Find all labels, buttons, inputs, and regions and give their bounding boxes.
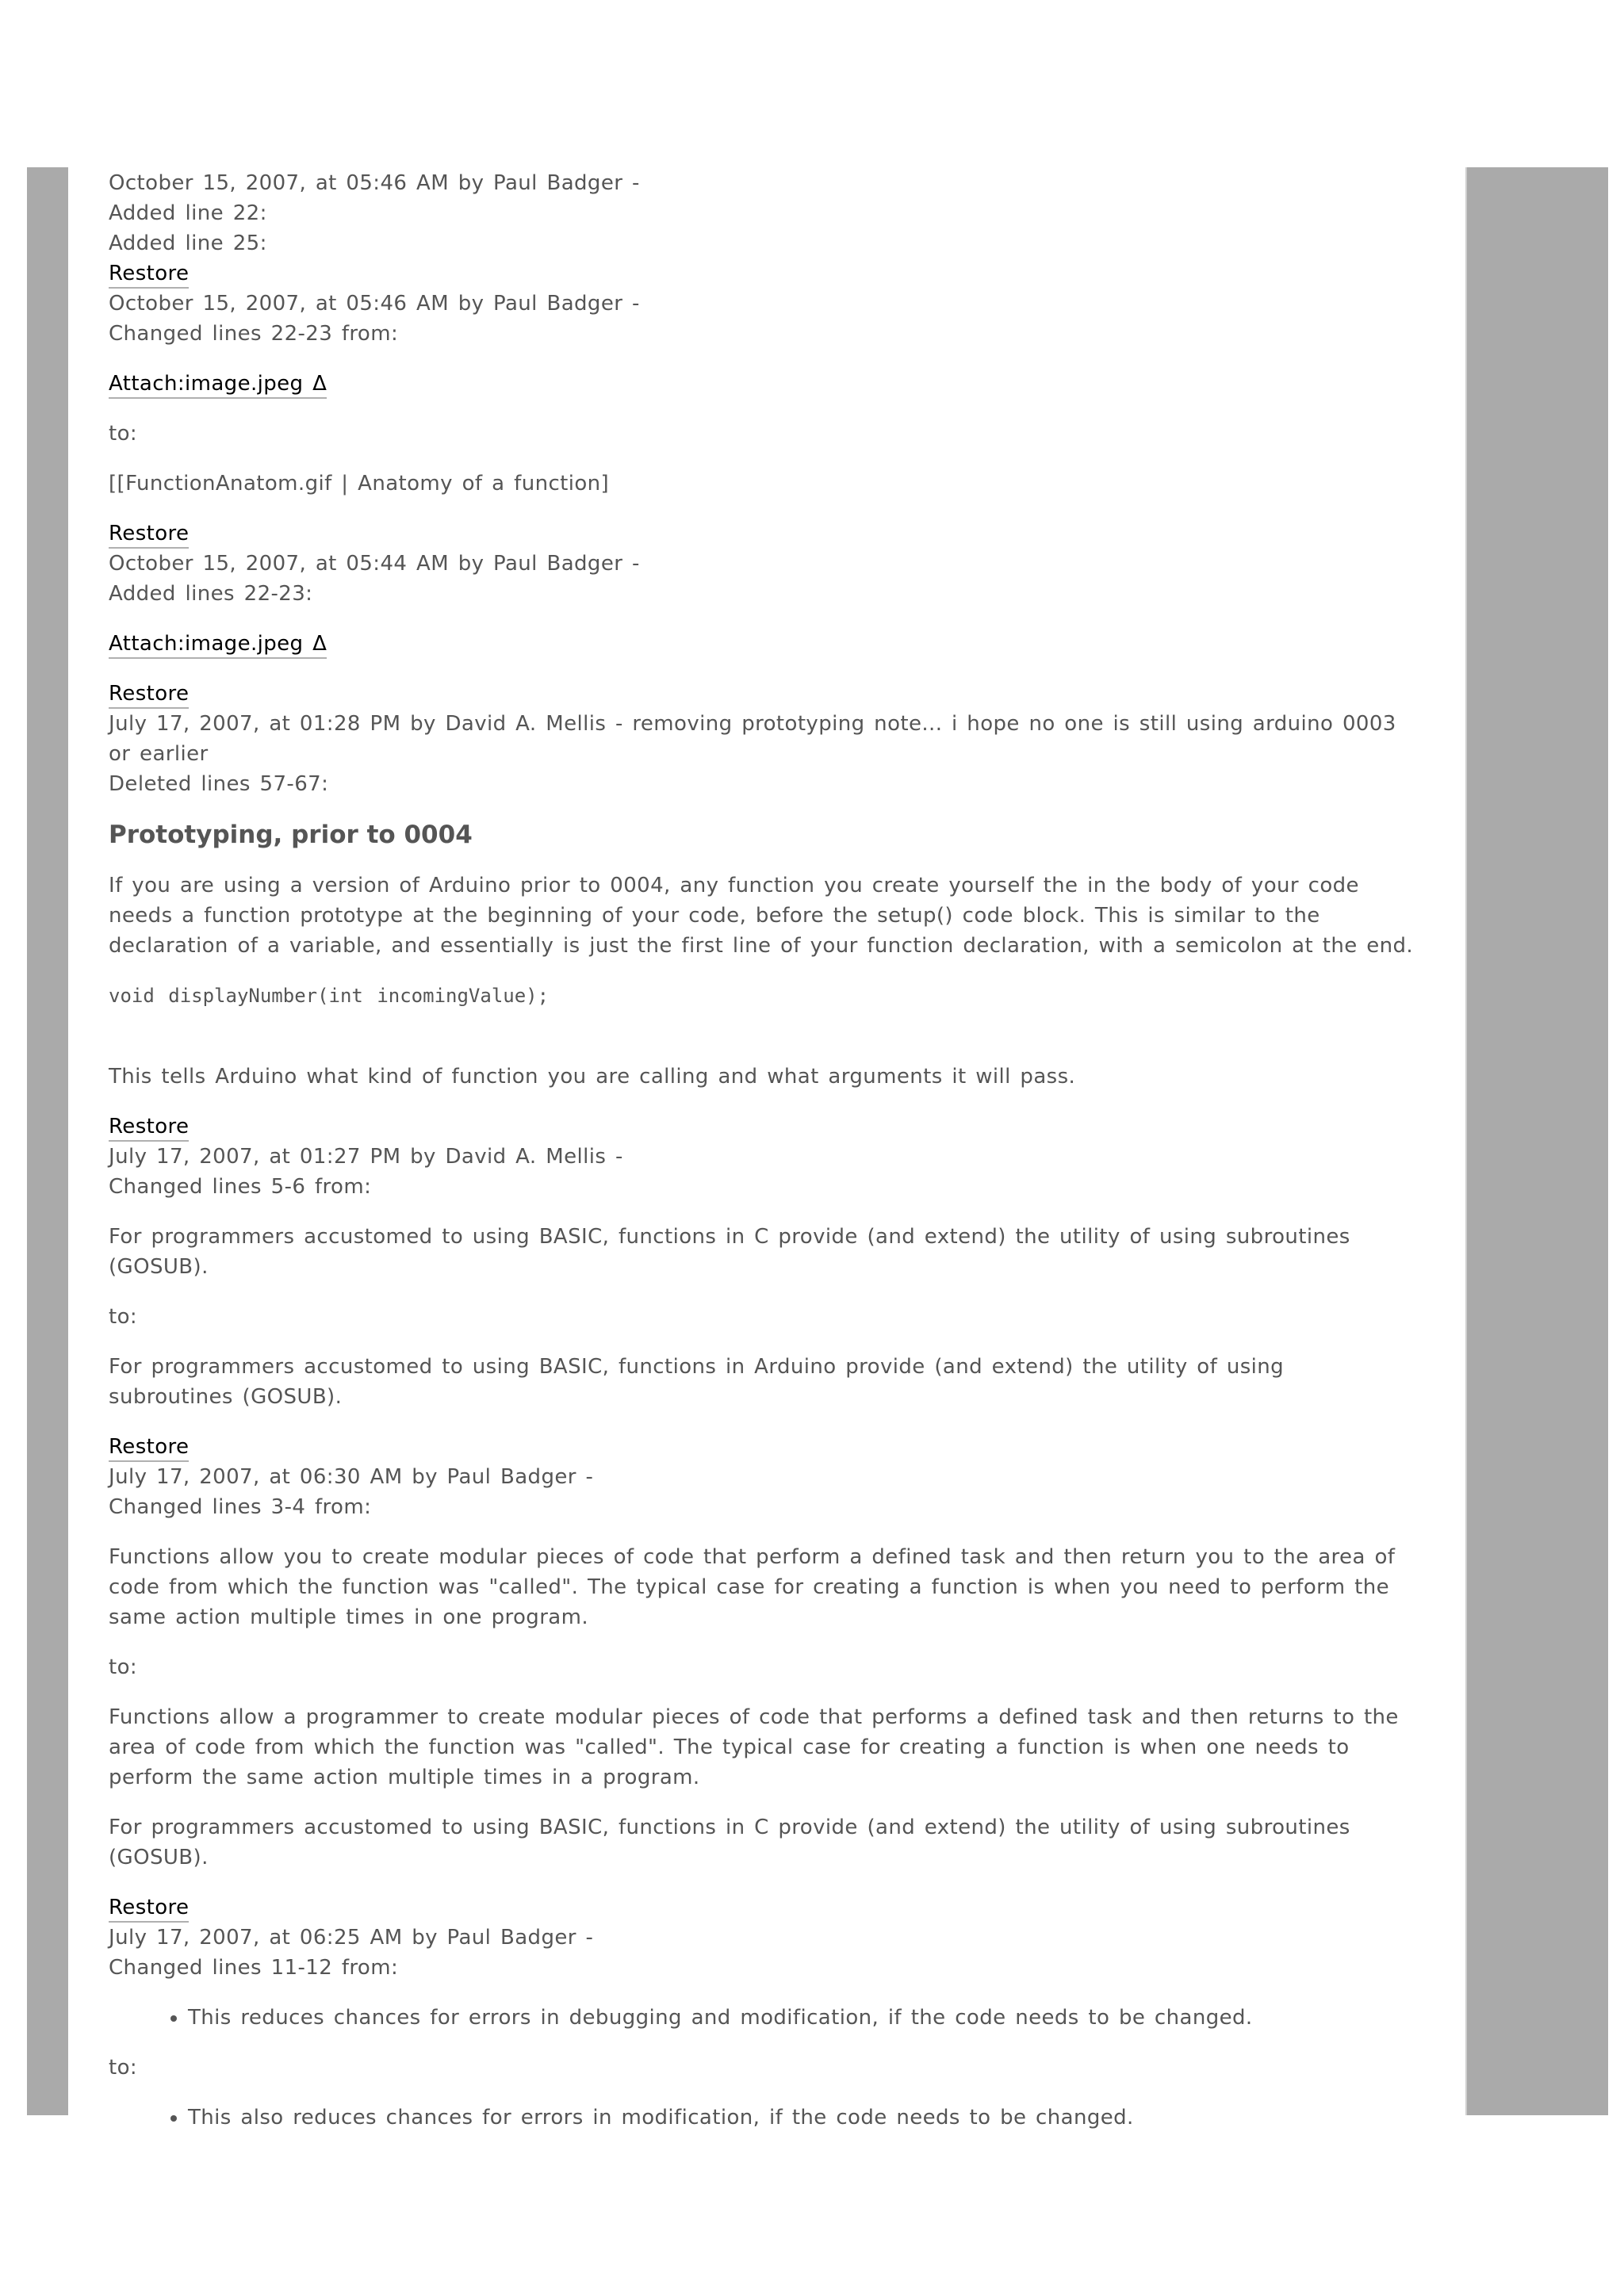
change-summary: Changed lines 5-6 from: <box>109 1175 372 1199</box>
diff-from-text: Functions allow you to create modular pieces of code that perform a defined task and then return you to the area of code from which the function was "called". The typical case for creating a function is when you need to perform the same action multiple times in one program. <box>109 1545 1396 1629</box>
change-summary: Changed lines 11-12 from: <box>109 1956 399 1980</box>
restore-link[interactable]: Restore <box>109 260 189 289</box>
change-summary: Added line 22: <box>109 201 267 225</box>
change-summary: Deleted lines 57-67: <box>109 772 329 796</box>
diff-from-list <box>109 2003 1417 2033</box>
diff-paragraph: This tells Arduino what kind of function you are calling and what arguments it will pass. <box>109 1065 1076 1089</box>
revision-header: July 17, 2007, at 01:28 PM by David A. Mellis - removing prototyping note... i hope no one is still using arduino 0003 or earlier <box>109 712 1396 766</box>
revision-header: July 17, 2007, at 06:30 AM by Paul Badger - <box>109 1465 594 1489</box>
restore-link[interactable]: Restore <box>109 1433 189 1462</box>
revision-header: October 15, 2007, at 05:46 AM by Paul Badger - <box>109 171 640 195</box>
diff-to-text: Functions allow a programmer to create modular pieces of code that performs a defined task and then returns to the area of code from which the function was "called". The typical case for creating a function is when one needs to perform the same action multiple times in a program. <box>109 1705 1399 1789</box>
page-history-content <box>109 168 1417 2152</box>
code-sample: void displayNumber(int incomingValue); <box>109 985 550 1007</box>
attach-image-link[interactable]: Attach:image.jpeg Δ <box>109 630 327 659</box>
to-label: to: <box>109 2056 138 2080</box>
left-margin-bar <box>27 167 68 2115</box>
diff-to-text: For programmers accustomed to using BASIC, functions in Arduino provide (and extend) the utility of using subroutines (GOSUB). <box>109 1355 1285 1409</box>
diff-to-text: For programmers accustomed to using BASIC, functions in C provide (and extend) the utility of using subroutines (GOSUB). <box>109 1816 1350 1869</box>
change-summary: Added lines 22-23: <box>109 582 313 606</box>
to-label: to: <box>109 422 138 446</box>
diff-to-text: [[FunctionAnatom.gif | Anatomy of a function] <box>109 472 610 496</box>
restore-link[interactable]: Restore <box>109 680 189 709</box>
restore-link[interactable]: Restore <box>109 1894 189 1923</box>
restore-link[interactable]: Restore <box>109 1113 189 1142</box>
diff-from-text: For programmers accustomed to using BASIC, functions in C provide (and extend) the utility of using subroutines (GOSUB). <box>109 1225 1350 1279</box>
attach-image-link[interactable]: Attach:image.jpeg Δ <box>109 370 327 399</box>
revision-header: October 15, 2007, at 05:44 AM by Paul Badger - <box>109 552 640 576</box>
section-heading: Prototyping, prior to 0004 <box>109 821 473 849</box>
diff-to-list <box>109 2103 1417 2133</box>
change-summary: Added line 25: <box>109 232 267 255</box>
list-item: • This also reduces chances for errors in modification, if the code needs to be changed. <box>188 2103 1417 2133</box>
revision-header: July 17, 2007, at 01:27 PM by David A. Mellis - <box>109 1145 623 1169</box>
list-item: • This reduces chances for errors in debugging and modification, if the code needs to be changed. <box>188 2003 1417 2033</box>
right-margin-bar <box>1467 167 1608 2115</box>
change-summary: Changed lines 22-23 from: <box>109 322 399 346</box>
revision-header: October 15, 2007, at 05:46 AM by Paul Badger - <box>109 292 640 316</box>
to-label: to: <box>109 1655 138 1679</box>
diff-paragraph: If you are using a version of Arduino prior to 0004, any function you create yourself the in the body of your code needs a function prototype at the beginning of your code, before the setup() code block. This is similar to the declaration of a variable, and essentially is just the first line of your function declaration, with a semicolon at the end. <box>109 874 1414 958</box>
revision-header: July 17, 2007, at 06:25 AM by Paul Badger - <box>109 1926 594 1950</box>
restore-link[interactable]: Restore <box>109 520 189 549</box>
change-summary: Changed lines 3-4 from: <box>109 1495 372 1519</box>
to-label: to: <box>109 1305 138 1329</box>
